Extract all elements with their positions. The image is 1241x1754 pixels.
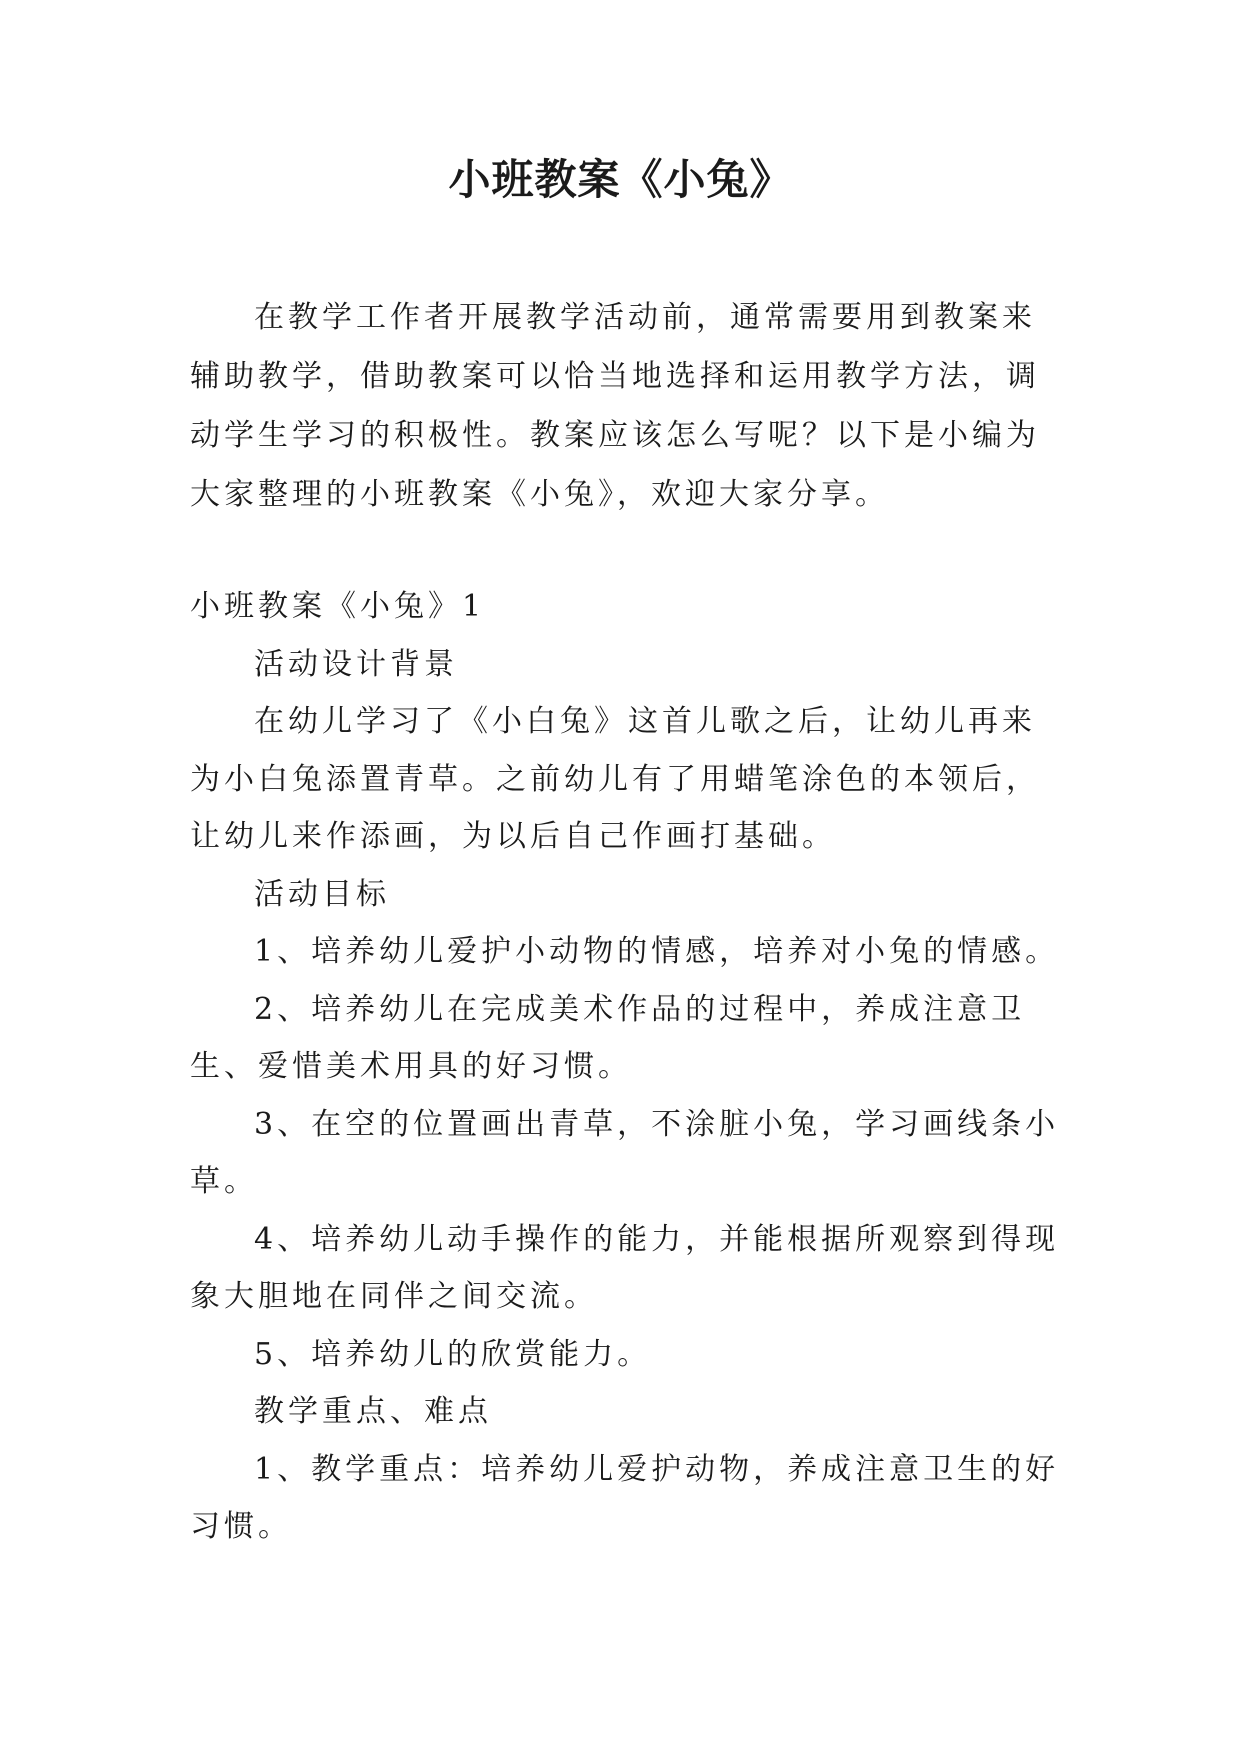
- subheading-key-points: 教学重点、难点: [254, 1394, 492, 1429]
- subheading-background: 活动设计背景: [254, 646, 458, 682]
- intro-paragraph: 在教学工作者开展教学活动前，通常需要用到教案来辅助教学，借助教案可以恰当地选择和运用教学方法，调动学生学习的积极性。教案应该怎么写呢？以下是小编为大家整理的小班教案《小兔》，欢迎大家分享。: [190, 300, 1040, 512]
- document-title: 小班教案《小兔》: [448, 155, 793, 204]
- intro-block: [190, 288, 1060, 524]
- goal-item-4: 4、培养幼儿动手操作的能力，并能根据所观察到得现象大胆地在同伴之间交流。: [190, 1221, 1060, 1314]
- goal-item-2: 2、培养幼儿在完成美术作品的过程中，养成注意卫生、爱惜美术用具的好习惯。: [190, 991, 1026, 1084]
- lesson-content: [190, 578, 1060, 1556]
- key-point-1: 1、教学重点：培养幼儿爱护动物，养成注意卫生的好习惯。: [190, 1451, 1060, 1544]
- section-heading: 小班教案《小兔》1: [190, 589, 486, 624]
- goal-item-1: 1、培养幼儿爱护小动物的情感，培养对小兔的情感。: [254, 934, 1060, 969]
- goal-item-3: 3、在空的位置画出青草，不涂脏小兔，学习画线条小草。: [190, 1106, 1060, 1199]
- goal-item-5: 5、培养幼儿的欣赏能力。: [254, 1336, 652, 1372]
- subheading-goals: 活动目标: [254, 876, 390, 912]
- background-paragraph: 在幼儿学习了《小白兔》这首儿歌之后，让幼儿再来为小白兔添置青草。之前幼儿有了用蜡笔涂色的本领后，让幼儿来作添画，为以后自己作画打基础。: [190, 704, 1040, 854]
